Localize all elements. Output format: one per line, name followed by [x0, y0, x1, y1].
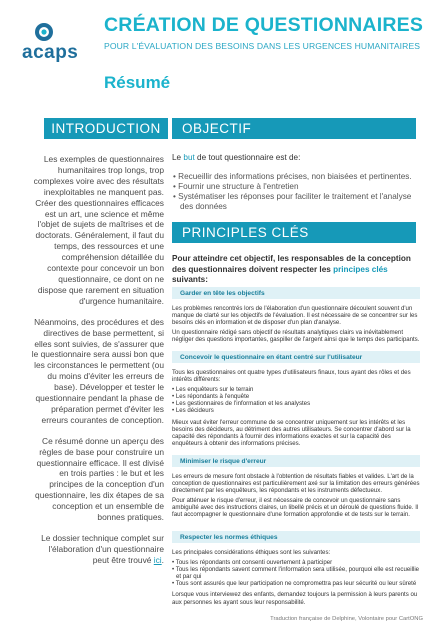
logo-text: acaps: [22, 42, 79, 63]
principle-box-objectifs: Garder en tête les objectifs: [172, 287, 420, 299]
section-header-principes: PRINCIPLES CLÉS: [172, 222, 416, 243]
intro-paragraph: Ce résumé donne un aperçu des règles de base pour construire un questionnaire efficace. Il est divisé en trois parties : le but et les principes de la conception d'un questionnaire, les dix étapes de sa conception et un ensemble de bonnes pratiques.: [35, 435, 164, 523]
header: [0, 0, 445, 70]
list-item: • Systématiser les réponses pour faciliter le traitement et l'analyse des données: [173, 192, 412, 211]
intro-paragraph: Les exemples de questionnaires humanitaires trop longs, trop complexes voire avec des résultats inexploitables ne manquent pas. Créer des questionnaires efficaces est un art, une science et même l'objet de sujets de maîtrises et de doctorats. Généralement, il faut du temps, des ressources et une compréhension détaillée du contexte pour concevoir un bon questionnaire, ce dont on ne dispose que rarement en situation d'urgence humanitaire.: [33, 154, 164, 306]
document-title: CRÉATION DE QUESTIONNAIRES: [104, 14, 424, 36]
objectif-lead: Le but de tout questionnaire est de:: [172, 153, 301, 162]
principle-text-erreur: Les erreurs de mesure font obstacle à l'obtention de résultats fiables et valides. L'art de la conception de questionnaires est particulièrement axé sur la limitation des erreurs générées directement par les enquêteurs, les répondants et les instruments défectueux. Pour atténuer le risque d'erreur, il est nécessaire de concevoir un questionnaire sans ambiguïté avec des instructions claires, un libellé précis et un déroulé de questions fluide. Il faut accompagner le questionnaire d'une formation approfondie et de tests sur le terrain.: [172, 473, 420, 519]
introduction-text: [30, 154, 164, 576]
principle-text-objectifs: Les problèmes rencontrés lors de l'élaboration d'un questionnaire découlent souvent d'un manque de clarté sur les objectifs de l'évaluation. Il est nécessaire de se concentrer sur les besoins clés en information et de disposer d'un plan d'analyse. Un questionnaire rédigé sans objectif de résultats analytiques clairs va inévitablement négliger des questions importantes, gaspiller de l'argent ainsi que le temps des participants.: [172, 305, 420, 344]
principle-box-ethique: Respecter les normes éthiques: [172, 531, 420, 543]
section-header-introduction: INTRODUCTION: [44, 118, 168, 139]
acaps-logo: [22, 22, 82, 68]
principle-box-erreur: Minimiser le risque d'erreur: [172, 455, 420, 467]
list-item: • Recueillir des informations précises, non biaisées et pertinentes.: [173, 172, 412, 181]
list-item: • Tous les répondants ont consenti ouvertement à participer: [172, 559, 333, 567]
list-item: • Tous les répondants savent comment l'information sera utilisée, pourquoi elle est recueillie et par qui: [172, 566, 420, 581]
list-item: • Tous sont assurés que leur participation ne compromettra pas leur sécurité ou leur sûreté: [172, 580, 417, 588]
list-item: • Les gestionnaires de l'information et les analystes: [172, 400, 311, 408]
page-heading: Résumé: [104, 73, 171, 92]
principle-text-ethique: Les principales considérations éthiques sont les suivantes: • Tous les répondants ont consenti ouvertement à participer • Tous les répondants savent comment l'information sera utilisée, pourquoi elle est recueillie et par qui • Tous sont assurés que leur participation ne compromettra pas leur sécurité ou leur sûreté Lorsque vous interviewez des enfants, demandez toujours la permission à leurs parents ou aux personnes les ayant sous leur responsabilité.: [172, 549, 420, 606]
intro-paragraph: Le dossier technique complet sur l'élaboration d'un questionnaire peut être trouvé ici.: [41, 533, 164, 565]
list-item: • Les décideurs: [172, 407, 214, 415]
list-item: • Les enquêteurs sur le terrain: [172, 386, 254, 394]
objectif-content: [172, 153, 420, 212]
intro-paragraph: Néanmoins, des procédures et des directives de base permettent, si elles sont suivies, de s'assurer que le questionnaire sera aussi bon que les circonstances le permettent (ou du moins d'éviter les erreurs de base). Développer et tester le questionnaire pendant la phase de préparation permet d'éviter les erreurs courantes de conception.: [31, 316, 164, 425]
objectif-list: [172, 172, 420, 212]
technical-brief-link[interactable]: ici: [153, 554, 162, 565]
principes-lead: Pour atteindre cet objectif, les responsables de la conception des questionnaires doivent respecter les principes clés suivants:: [172, 254, 411, 284]
logo-icon: [34, 22, 54, 42]
footer-credit: Traduction française de Delphine, Volontaire pour CartONG: [270, 616, 423, 622]
list-item: • Fournir une structure à l'entretien: [173, 182, 299, 191]
document-subtitle: POUR L'ÉVALUATION DES BESOINS DANS LES URGENCES HUMANITAIRES: [104, 41, 421, 51]
list-item: • Les répondants à l'enquête: [172, 393, 250, 401]
principle-box-utilisateur: Concevoir le questionnaire en étant centré sur l'utilisateur: [172, 351, 420, 363]
section-header-objectif: OBJECTIF: [172, 118, 416, 139]
principle-text-utilisateur: Tous les questionnaires ont quatre types d'utilisateurs finaux, tous ayant des rôles et des intérêts différents: • Les enquêteurs sur le terrain • Les répondants à l'enquête • Les gestionnaires de l'information et les analystes • Les décideurs Mieux vaut éviter l'erreur commune de se concentrer uniquement sur les intérêts et les besoins des décideurs, au détriment des autres utilisateurs. Se concentrer d'abord sur la capacité des répondants à fournir des informations exactes et sur la capacité des enquêteurs à obtenir des informations précises.: [172, 369, 420, 450]
